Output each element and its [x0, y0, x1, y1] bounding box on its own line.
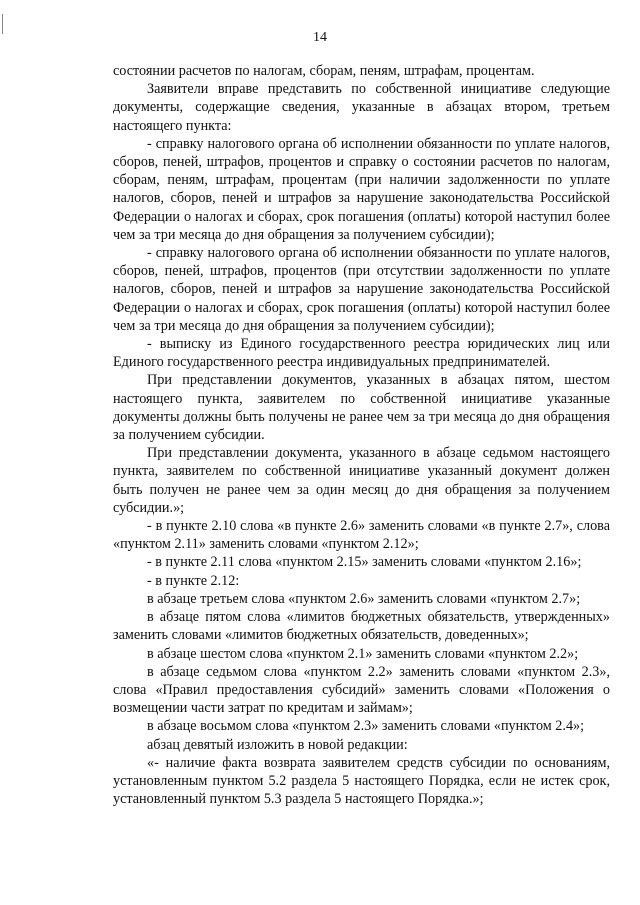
paragraph: - в пункте 2.12:: [147, 572, 240, 589]
document-body: [113, 62, 610, 808]
paragraph: - справку налогового органа об исполнении обязанности по уплате налогов, сборов, пеней, штрафов, процентов (при отсутствии задолженности по уплате налогов, сборов, пеней и штрафов за нарушение законодательства Российской Федерации о налогах и сборах, срок погашения (оплаты) которой наступил более чем за три месяца до дня обращения за получением субсидии);: [113, 245, 610, 334]
paragraph: абзац девятый изложить в новой редакции:: [147, 736, 408, 753]
paragraph: в абзаце восьмом слова «пунктом 2.3» заменить словами «пунктом 2.4»;: [147, 718, 585, 735]
page-number: 14: [313, 30, 327, 45]
paragraph: При представлении документа, указанного в абзаце седьмом настоящего пункта, заявителем по собственной инициативе указанный документ должен быть получен не ранее чем за один месяц до дня обращения за получением субсидии.»;: [113, 445, 610, 516]
paragraph: При представлении документов, указанных в абзацах пятом, шестом настоящего пункта, заявителем по собственной инициативе указанные документы должны быть получены не ранее чем за три месяца до дня обращения за получением субсидии.: [113, 372, 610, 444]
paragraph: «- наличие факта возврата заявителем средств субсидии по основаниям, установленным пунктом 5.2 раздела 5 настоящего Порядка, если не истек срок, установленный пунктом 5.3 раздела 5 настоящего Порядка.»;: [113, 754, 610, 808]
paragraph: состоянии расчетов по налогам, сборам, пеням, штрафам, процентам.: [113, 63, 535, 79]
paragraph: - в пункте 2.10 слова «в пункте 2.6» заменить словами «в пункте 2.7», слова «пунктом 2.11» заменить словами «пунктом 2.12»;: [113, 518, 610, 553]
paragraph: - справку налогового органа об исполнении обязанности по уплате налогов, сборов, пеней, штрафов, процентов и справку о состоянии расчетов по налогам, сборам, пеням, штрафам, процентам (при наличии задолженности по уплате налогов, сборов, пеней и штрафов за нарушение законодательства Российской Федерации о налогах и сборах, срок погашения (оплаты) которой наступил более чем за три месяца до дня обращения за получением субсидии);: [113, 135, 610, 243]
paragraph: - в пункте 2.11 слова «пунктом 2.15» заменить словами «пунктом 2.16»;: [147, 554, 582, 571]
paragraph: в абзаце третьем слова «пунктом 2.6» заменить словами «пунктом 2.7»;: [147, 590, 581, 607]
paragraph: Заявители вправе представить по собственной инициативе следующие документы, содержащие сведения, указанные в абзацах втором, третьем настоящего пункта:: [113, 81, 610, 134]
paragraph: в абзаце шестом слова «пунктом 2.1» заменить словами «пунктом 2.2»;: [147, 645, 579, 662]
paragraph: - выписку из Единого государственного реестра юридических лиц или Единого государственного реестра индивидуальных предпринимателей.: [113, 336, 610, 371]
paragraph: в абзаце седьмом слова «пунктом 2.2» заменить словами «пунктом 2.3», слова «Правил предоставления субсидий» заменить словами «Положения о возмещении части затрат по кредитам и займам»;: [113, 663, 610, 717]
paragraph: в абзаце пятом слова «лимитов бюджетных обязательств, утвержденных» заменить словами «лимитов бюджетных обязательств, доведенных»;: [113, 609, 610, 644]
